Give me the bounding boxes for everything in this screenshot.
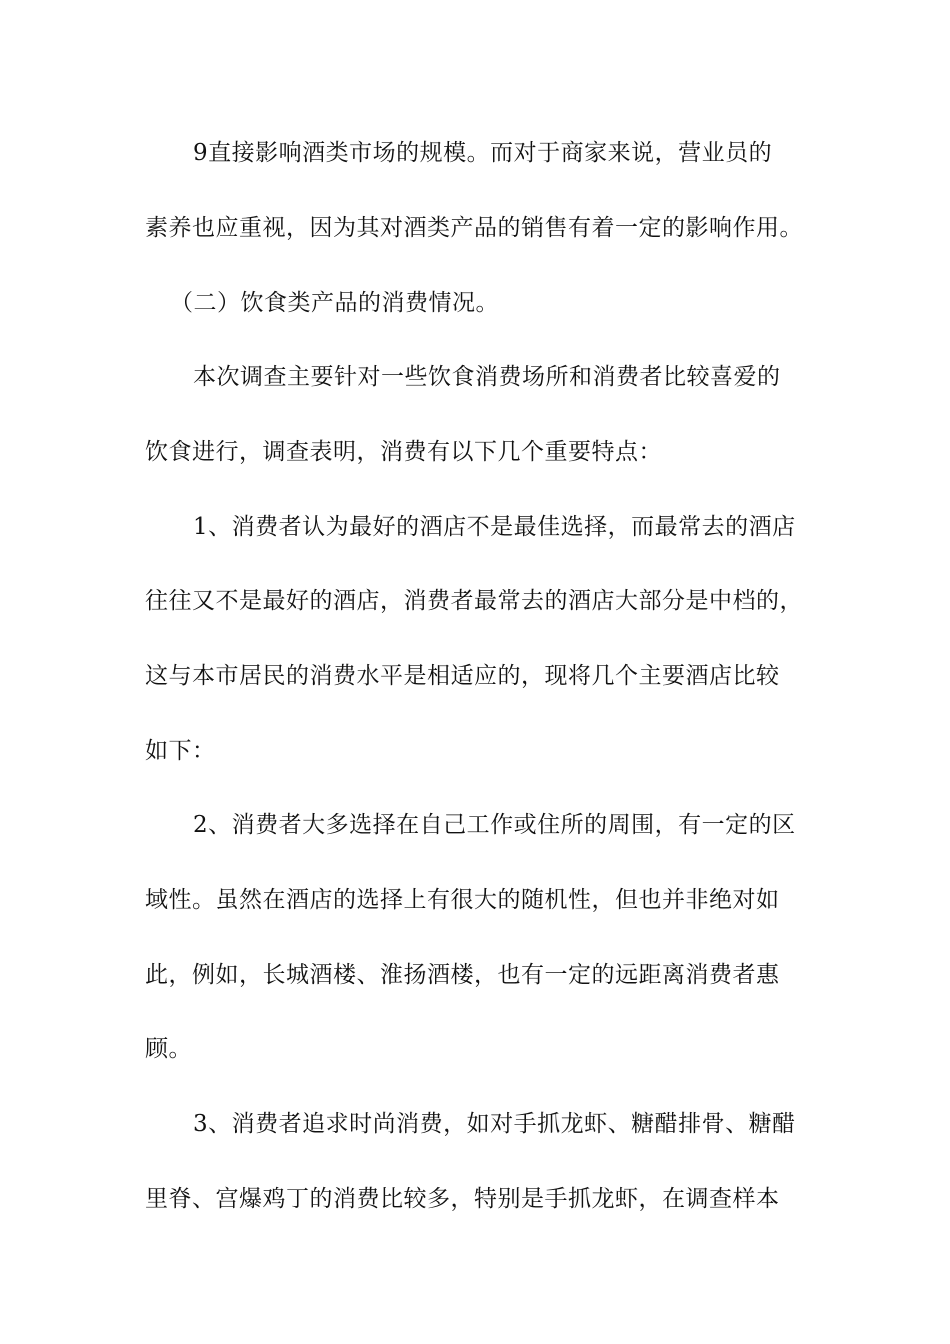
paragraph-line: 素养也应重视，因为其对酒类产品的销售有着一定的影响作用。 [145,215,803,241]
section-heading: （二）饮食类产品的消费情况。 [170,290,499,316]
paragraph-line: 往往又不是最好的酒店，消费者最常去的酒店大部分是中档的， [145,588,803,614]
paragraph-line: 1、消费者认为最好的酒店不是最佳选择，而最常去的酒店 [193,514,796,540]
paragraph-line: 此，例如，长城酒楼、淮扬酒楼，也有一定的远距离消费者惠 [145,962,780,988]
paragraph-line: 这与本市居民的消费水平是相适应的，现将几个主要酒店比较 [145,663,780,689]
paragraph-line: 9直接影响酒类市场的规模。而对于商家来说，营业员的 [193,140,773,166]
paragraph-line: 本次调查主要针对一些饮食消费场所和消费者比较喜爱的 [193,364,781,390]
paragraph-line: 里脊、宫爆鸡丁的消费比较多，特别是手抓龙虾，在调查样本 [145,1186,780,1212]
paragraph-line: 如下： [145,738,216,764]
paragraph-line: 顾。 [145,1036,192,1062]
paragraph-line: 3、消费者追求时尚消费，如对手抓龙虾、糖醋排骨、糖醋 [193,1111,796,1137]
paragraph-line: 饮食进行，调查表明，消费有以下几个重要特点： [145,439,662,465]
paragraph-line: 2、消费者大多选择在自己工作或住所的周围，有一定的区 [193,812,796,838]
paragraph-line: 域性。虽然在酒店的选择上有很大的随机性，但也并非绝对如 [145,887,780,913]
